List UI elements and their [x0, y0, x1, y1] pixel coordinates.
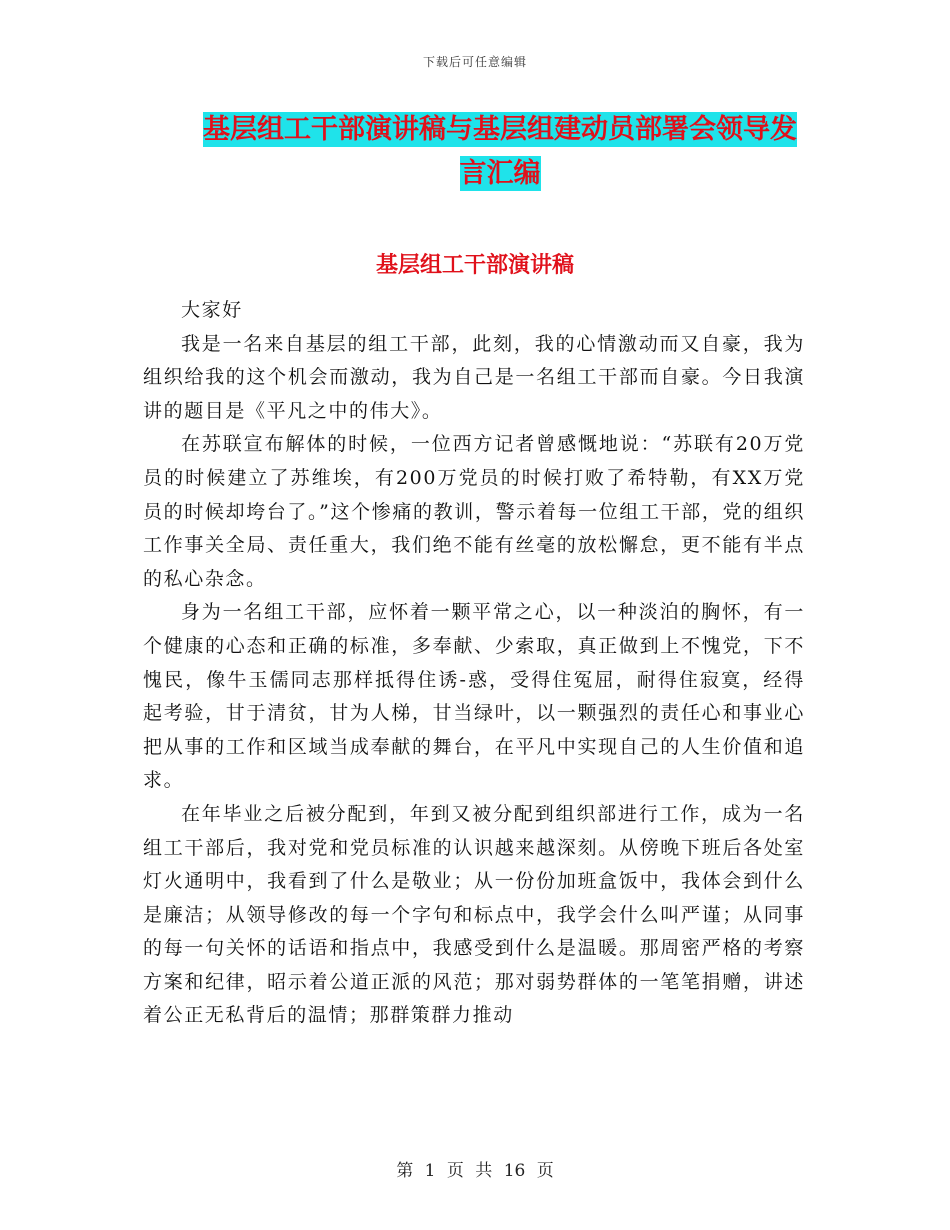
- header-note: 下载后可任意编辑: [422, 55, 527, 69]
- section-title: 基层组工干部演讲稿: [375, 252, 574, 278]
- paragraph: 身为一名组工干部，应怀着一颗平常之心，以一种淡泊的胸怀，有一个健康的心态和正确的标准，多奉献、少索取，真正做到上不愧党，下不愧民，像牛玉儒同志那样抵得住诱-惑，受得住冤屈，耐得住寂寞，经得起考验，甘于清贫，甘为人梯，甘当绿叶，以一颗强烈的责任心和事业心把从事的工作和区域当成奉献的舞台，在平凡中实现自己的人生价值和追求。: [143, 601, 805, 792]
- paragraph: 在年毕业之后被分配到，年到又被分配到组织部进行工作，成为一名组工干部后，我对党和党员标准的认识越来越深刻。从傍晚下班后各处室灯火通明中，我看到了什么是敬业；从一份份加班盒饭中，我体会到什么是廉洁；从领导修改的每一个字句和标点中，我学会什么叫严谨；从同事的每一句关怀的话语和指点中，我感受到什么是温暖。那周密严格的考察方案和纪律，昭示着公道正派的风范；那对弱势群体的一笔笔捐赠，讲述着公正无私背后的温情；那群策群力推动: [143, 802, 805, 1027]
- body-text: [143, 294, 805, 1033]
- document-title: [190, 108, 810, 196]
- paragraph: 在苏联宣布解体的时候，一位西方记者曾感慨地说：“苏联有20万党员的时候建立了苏维埃，有200万党员的时候打败了希特勒，有XX万党员的时候却垮台了。”这个惨痛的教训，警示着每一位组工干部，党的组织工作事关全局、责任重大，我们绝不能有丝毫的放松懈怠，更不能有半点的私心杂念。: [143, 433, 805, 590]
- document-title-text: 基层组工干部演讲稿与基层组建动员部署会领导发言汇编: [203, 114, 797, 189]
- paragraph-greeting: 大家好: [181, 299, 243, 321]
- paragraph: 我是一名来自基层的组工干部，此刻，我的心情激动而又自豪，我为组织给我的这个机会而激动，我为自己是一名组工干部而自豪。今日我演讲的题目是《平凡之中的伟大》。: [143, 332, 805, 422]
- page-footer: 第 1 页 共 16 页: [396, 1161, 554, 1181]
